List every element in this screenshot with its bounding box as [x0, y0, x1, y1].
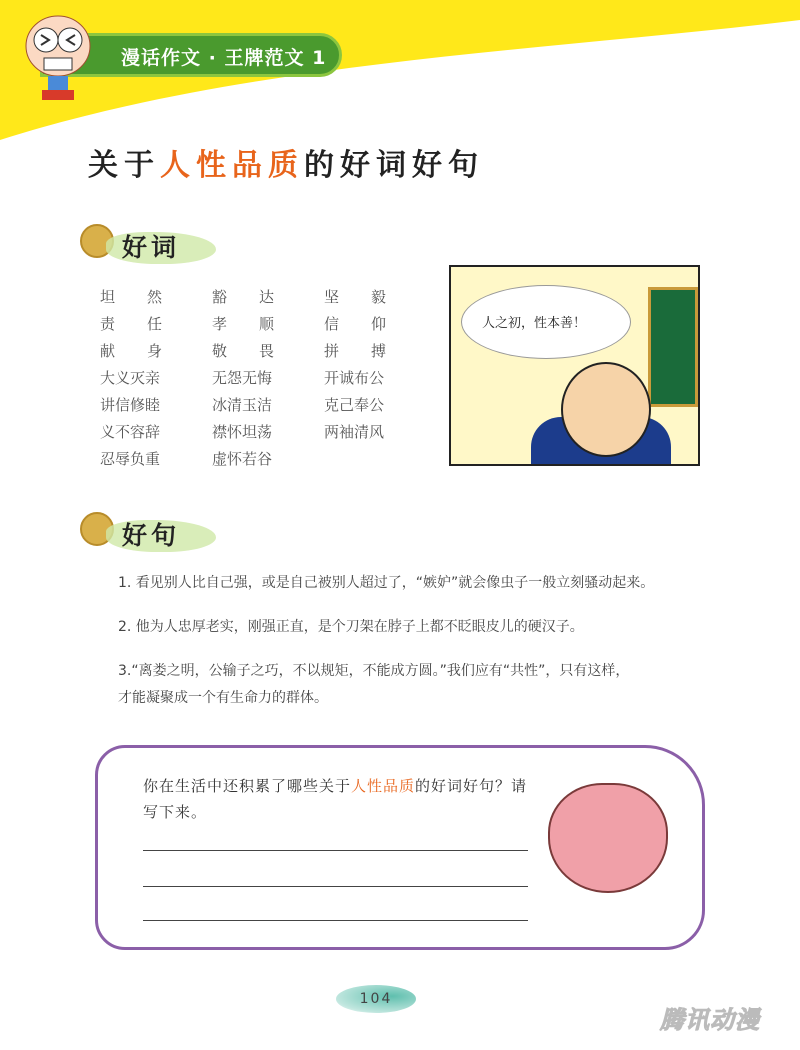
word-item: 讲信修睦 — [100, 396, 161, 414]
speech-bubble: 人之初，性本善！ — [461, 285, 631, 359]
word-item: 忍辱负重 — [100, 450, 161, 468]
word-item: 冰清玉洁 — [212, 396, 273, 414]
word-item: 敬 畏 — [212, 342, 274, 360]
word-item: 两袖清风 — [324, 423, 385, 441]
teacher-illustration — [561, 362, 651, 457]
word-item: 开诚布公 — [324, 369, 385, 387]
word-item: 大义灭亲 — [100, 369, 161, 387]
blackboard — [648, 287, 698, 407]
answer-line-2[interactable] — [143, 886, 528, 887]
answer-line-3[interactable] — [143, 920, 528, 921]
exercise-prompt: 你在生活中还积累了哪些关于人性品质的好词好句？请写下来。 — [143, 777, 528, 821]
banner-text: 漫话作文 · 王牌范文 1 — [121, 47, 327, 69]
word-item: 责 任 — [100, 315, 162, 333]
sentence-item: 才能凝聚成一个有生命力的群体。 — [118, 690, 328, 706]
word-item: 信 仰 — [324, 315, 386, 333]
answer-line-1[interactable] — [143, 850, 528, 851]
ox-illustration — [548, 783, 668, 893]
page-title: 关于人性品质的好词好句 — [88, 148, 484, 183]
word-item: 豁 达 — [212, 288, 274, 306]
word-item: 孝 顺 — [212, 315, 274, 333]
word-item: 拼 搏 — [324, 342, 386, 360]
word-item: 坦 然 — [100, 288, 162, 306]
page-number: 104 — [336, 985, 416, 1013]
watermark: 腾讯动漫 — [660, 1006, 760, 1034]
sentence-item: 2. 他为人忠厚老实，刚强正直，是个刀架在脖子上都不眨眼皮儿的硬汉子。 — [118, 619, 584, 635]
word-item: 义不容辞 — [100, 423, 161, 441]
word-item: 无怨无悔 — [212, 369, 273, 387]
word-item: 虚怀若谷 — [212, 450, 273, 468]
word-item: 克己奉公 — [324, 396, 385, 414]
sentence-item: 1. 看见别人比自己强，或是自己被别人超过了，“嫉妒”就会像虫子一般立刻骚动起来。 — [118, 575, 655, 591]
sentence-item: 3.“离娄之明，公输子之巧，不以规矩，不能成方圆。”我们应有“共性”，只有这样， — [118, 663, 630, 679]
comic-panel — [449, 265, 700, 466]
mascot-icon — [18, 8, 98, 108]
word-item: 襟怀坦荡 — [212, 423, 273, 441]
word-list — [100, 288, 436, 469]
exercise-box — [95, 745, 705, 950]
word-item: 坚 毅 — [324, 288, 386, 306]
word-item: 献 身 — [100, 342, 162, 360]
